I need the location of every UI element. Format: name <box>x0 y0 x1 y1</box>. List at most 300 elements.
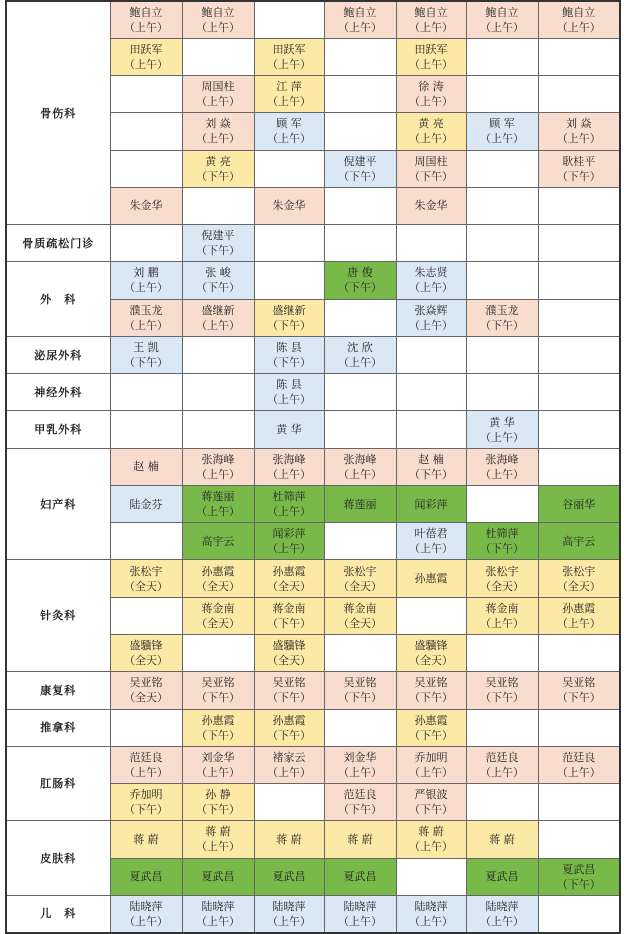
schedule-cell <box>466 113 538 150</box>
session-period: （上午） <box>409 765 453 779</box>
session-period: （上午） <box>196 132 240 146</box>
session-period: （下午） <box>124 803 168 817</box>
schedule-cell <box>538 821 620 858</box>
schedule-cell <box>396 187 466 224</box>
schedule-cell <box>324 187 396 224</box>
doctor-name: 夏武昌 <box>129 870 163 884</box>
schedule-cell <box>182 187 254 224</box>
schedule-cell <box>466 635 538 672</box>
schedule-cell <box>324 895 396 933</box>
doctor-name: 蒋莲丽 <box>201 490 235 504</box>
doctor-name: 盛继新 <box>272 303 306 317</box>
schedule-cell <box>324 150 396 187</box>
schedule-cell <box>182 225 254 262</box>
doctor-name: 蒋 蔚 <box>489 832 515 846</box>
session-period: （上午） <box>196 318 240 332</box>
session-period: （下午） <box>556 169 601 183</box>
schedule-cell <box>466 76 538 113</box>
doctor-name: 唐 俊 <box>347 266 373 280</box>
doctor-name: 张海峰 <box>272 452 306 466</box>
schedule-cell <box>182 299 254 336</box>
schedule-cell <box>466 672 538 709</box>
department-name: 外 科 <box>6 262 110 337</box>
doctor-name: 褚家云 <box>272 750 306 764</box>
schedule-cell <box>538 895 620 933</box>
doctor-name: 蒋莲丽 <box>343 497 377 511</box>
schedule-cell <box>324 858 396 895</box>
doctor-name: 蒋 蔚 <box>133 832 159 846</box>
schedule-cell <box>110 784 182 821</box>
schedule-cell <box>324 113 396 150</box>
schedule-cell <box>110 635 182 672</box>
session-period: （上午） <box>196 20 240 34</box>
session-period: （下午） <box>267 318 311 332</box>
session-period: （上午） <box>196 840 240 854</box>
schedule-cell <box>254 709 324 746</box>
session-period: （上午） <box>409 542 453 556</box>
schedule-cell <box>254 858 324 895</box>
doctor-name: 夏武昌 <box>201 870 235 884</box>
doctor-name: 吴亚铭 <box>414 676 448 690</box>
schedule-cell <box>396 597 466 634</box>
session-period: （上午） <box>556 616 601 630</box>
table-row <box>6 374 620 411</box>
table-row <box>6 895 620 933</box>
doctor-name: 盛驥锋 <box>414 639 448 653</box>
schedule-cell <box>110 76 182 113</box>
schedule-cell <box>324 225 396 262</box>
doctor-name: 陆金芬 <box>129 497 163 511</box>
schedule-cell <box>466 523 538 560</box>
department-name: 妇产科 <box>6 448 110 560</box>
schedule-cell <box>182 262 254 299</box>
doctor-name: 孙惠霞 <box>562 601 596 615</box>
doctor-name: 高宇云 <box>201 534 235 548</box>
doctor-name: 周国柱 <box>201 80 235 94</box>
session-period: （全天） <box>338 579 382 593</box>
schedule-cell <box>182 672 254 709</box>
session-period: （上午） <box>267 467 311 481</box>
session-period: （上午） <box>409 914 453 928</box>
doctor-name: 杜筛萍 <box>485 527 519 541</box>
schedule-cell <box>466 187 538 224</box>
doctor-name: 徐 涛 <box>418 80 444 94</box>
session-period: （上午） <box>196 95 240 109</box>
session-period: （下午） <box>196 281 240 295</box>
schedule-cell <box>110 858 182 895</box>
session-period: （下午） <box>480 691 524 705</box>
schedule-cell <box>466 709 538 746</box>
session-period: （上午） <box>409 318 453 332</box>
doctor-name: 周国柱 <box>414 154 448 168</box>
department-name: 骨质疏松门诊 <box>6 225 110 262</box>
session-period: （下午） <box>409 691 453 705</box>
schedule-cell <box>254 262 324 299</box>
schedule-cell <box>466 821 538 858</box>
doctor-name: 倪建平 <box>201 229 235 243</box>
schedule-cell <box>538 262 620 299</box>
doctor-name: 鲍自立 <box>129 5 163 19</box>
schedule-cell <box>254 895 324 933</box>
doctor-name: 谷丽华 <box>562 497 596 511</box>
department-name: 骨伤科 <box>6 1 110 225</box>
doctor-name: 蒋金南 <box>272 601 306 615</box>
session-period: （上午） <box>556 20 601 34</box>
schedule-cell <box>110 1 182 38</box>
schedule-cell <box>324 411 396 448</box>
schedule-cell <box>182 523 254 560</box>
session-period: （下午） <box>338 691 382 705</box>
schedule-cell <box>254 635 324 672</box>
schedule-cell <box>254 76 324 113</box>
table-row <box>6 560 620 597</box>
doctor-name: 范廷良 <box>343 788 377 802</box>
doctor-name: 黄 华 <box>276 423 302 437</box>
doctor-name: 孙惠霞 <box>414 572 448 586</box>
doctor-name: 朱金华 <box>414 199 448 213</box>
schedule-cell <box>110 187 182 224</box>
session-period: （上午） <box>196 914 240 928</box>
doctor-name: 孙惠霞 <box>272 713 306 727</box>
schedule-cell <box>396 225 466 262</box>
schedule-cell <box>110 821 182 858</box>
doctor-name: 吴亚铭 <box>343 676 377 690</box>
doctor-name: 严银波 <box>414 788 448 802</box>
schedule-cell <box>396 560 466 597</box>
doctor-name: 刘金华 <box>343 750 377 764</box>
schedule-cell <box>254 187 324 224</box>
session-period: （上午） <box>267 505 311 519</box>
schedule-cell <box>324 672 396 709</box>
schedule-cell <box>254 485 324 522</box>
doctor-name: 张松宇 <box>129 564 163 578</box>
schedule-cell <box>182 635 254 672</box>
schedule-cell <box>538 150 620 187</box>
doctor-name: 鲍自立 <box>201 5 235 19</box>
table-row <box>6 448 620 485</box>
schedule-cell <box>110 113 182 150</box>
doctor-name: 高宇云 <box>562 534 596 548</box>
schedule-cell <box>110 746 182 783</box>
session-period: （下午） <box>196 244 240 258</box>
doctor-name: 朱志贤 <box>414 266 448 280</box>
doctor-name: 张松宇 <box>343 564 377 578</box>
schedule-cell <box>538 336 620 373</box>
schedule-cell <box>466 38 538 75</box>
doctor-name: 顾 军 <box>489 117 515 131</box>
schedule-cell <box>466 485 538 522</box>
doctor-name: 范廷良 <box>562 750 596 764</box>
department-name: 甲乳外科 <box>6 411 110 448</box>
schedule-cell <box>466 411 538 448</box>
schedule-table <box>5 0 621 934</box>
schedule-cell <box>466 784 538 821</box>
schedule-cell <box>466 1 538 38</box>
schedule-cell <box>538 448 620 485</box>
schedule-cell <box>182 858 254 895</box>
department-name: 儿 科 <box>6 895 110 933</box>
session-period: （上午） <box>196 467 240 481</box>
doctor-name: 濮玉龙 <box>129 303 163 317</box>
doctor-name: 孙惠霞 <box>414 713 448 727</box>
session-period: （下午） <box>409 467 453 481</box>
schedule-cell <box>538 187 620 224</box>
session-period: （上午） <box>267 132 311 146</box>
schedule-cell <box>182 150 254 187</box>
doctor-name: 盛继新 <box>201 303 235 317</box>
schedule-cell <box>396 858 466 895</box>
doctor-name: 孙惠霞 <box>272 564 306 578</box>
schedule-cell <box>466 858 538 895</box>
schedule-cell <box>396 895 466 933</box>
table-row <box>6 411 620 448</box>
doctor-name: 刘 焱 <box>566 117 592 131</box>
doctor-name: 乔加明 <box>129 788 163 802</box>
doctor-name: 蒋 蔚 <box>276 832 302 846</box>
schedule-cell <box>324 821 396 858</box>
schedule-cell <box>466 225 538 262</box>
schedule-cell <box>254 1 324 38</box>
schedule-cell <box>396 746 466 783</box>
doctor-name: 张松宇 <box>485 564 519 578</box>
session-period: （下午） <box>409 803 453 817</box>
session-period: （上午） <box>480 467 524 481</box>
doctor-name: 张海峰 <box>343 452 377 466</box>
doctor-name: 吴亚铭 <box>485 676 519 690</box>
session-period: （下午） <box>409 169 453 183</box>
schedule-cell <box>466 150 538 187</box>
schedule-cell <box>110 448 182 485</box>
session-period: （全天） <box>124 579 168 593</box>
schedule-cell <box>110 895 182 933</box>
schedule-cell <box>110 336 182 373</box>
schedule-cell <box>396 299 466 336</box>
schedule-cell <box>182 560 254 597</box>
doctor-name: 濮玉龙 <box>485 303 519 317</box>
schedule-cell <box>324 485 396 522</box>
doctor-name: 陈 县 <box>276 378 302 392</box>
doctor-name: 蒋 蔚 <box>418 825 444 839</box>
doctor-name: 朱金华 <box>129 199 163 213</box>
session-period: （下午） <box>338 169 382 183</box>
session-period: （下午） <box>480 542 524 556</box>
schedule-cell <box>324 374 396 411</box>
schedule-cell <box>254 821 324 858</box>
schedule-cell <box>396 374 466 411</box>
doctor-name: 张海峰 <box>485 452 519 466</box>
session-period: （上午） <box>409 281 453 295</box>
schedule-cell <box>538 299 620 336</box>
session-period: （全天） <box>267 579 311 593</box>
schedule-cell <box>110 523 182 560</box>
schedule-cell <box>538 560 620 597</box>
doctor-name: 蒋金南 <box>485 601 519 615</box>
doctor-name: 陆晓萍 <box>414 899 448 913</box>
schedule-cell <box>182 411 254 448</box>
schedule-cell <box>182 709 254 746</box>
schedule-cell <box>396 76 466 113</box>
schedule-cell <box>110 299 182 336</box>
session-period: （全天） <box>556 579 601 593</box>
doctor-name: 张 峻 <box>205 266 231 280</box>
schedule-cell <box>538 1 620 38</box>
doctor-name: 鲍自立 <box>343 5 377 19</box>
schedule-cell <box>324 523 396 560</box>
schedule-cell <box>396 523 466 560</box>
schedule-cell <box>538 76 620 113</box>
doctor-name: 闻彩萍 <box>272 527 306 541</box>
doctor-name: 蒋 蔚 <box>347 832 373 846</box>
session-period: （全天） <box>338 616 382 630</box>
schedule-cell <box>324 1 396 38</box>
session-period: （下午） <box>556 691 601 705</box>
schedule-cell <box>182 821 254 858</box>
schedule-cell <box>324 38 396 75</box>
doctor-name: 范廷良 <box>485 750 519 764</box>
session-period: （全天） <box>409 654 453 668</box>
schedule-cell <box>324 560 396 597</box>
session-period: （上午） <box>338 914 382 928</box>
schedule-cell <box>254 597 324 634</box>
doctor-name: 蒋金南 <box>201 601 235 615</box>
doctor-name: 夏武昌 <box>562 862 596 876</box>
doctor-name: 鲍自立 <box>562 5 596 19</box>
schedule-cell <box>254 150 324 187</box>
session-period: （上午） <box>338 765 382 779</box>
session-period: （下午） <box>196 803 240 817</box>
session-period: （上午） <box>196 765 240 779</box>
schedule-cell <box>110 262 182 299</box>
schedule-cell <box>110 38 182 75</box>
doctor-name: 黄 亮 <box>205 154 231 168</box>
table-row <box>6 746 620 783</box>
schedule-cell <box>254 523 324 560</box>
schedule-cell <box>396 38 466 75</box>
schedule-cell <box>466 746 538 783</box>
session-period: （上午） <box>124 57 168 71</box>
session-period: （下午） <box>267 728 311 742</box>
doctor-name: 张焱辉 <box>414 303 448 317</box>
doctor-name: 盛驥锋 <box>129 639 163 653</box>
department-name: 推拿科 <box>6 709 110 746</box>
table-row <box>6 821 620 858</box>
session-period: （上午） <box>267 914 311 928</box>
schedule-cell <box>466 299 538 336</box>
schedule-cell <box>254 746 324 783</box>
session-period: （上午） <box>267 542 311 556</box>
session-period: （上午） <box>480 20 524 34</box>
doctor-name: 吴亚铭 <box>272 676 306 690</box>
doctor-name: 蒋 蔚 <box>205 825 231 839</box>
session-period: （下午） <box>124 356 168 370</box>
schedule-cell <box>396 709 466 746</box>
schedule-cell <box>538 374 620 411</box>
table-row <box>6 225 620 262</box>
schedule-cell <box>110 560 182 597</box>
schedule-cell <box>396 1 466 38</box>
session-period: （上午） <box>409 57 453 71</box>
schedule-cell <box>110 374 182 411</box>
session-period: （上午） <box>480 765 524 779</box>
doctor-name: 蒋金南 <box>343 601 377 615</box>
schedule-cell <box>396 485 466 522</box>
session-period: （全天） <box>480 579 524 593</box>
doctor-name: 陆晓萍 <box>129 899 163 913</box>
schedule-cell <box>254 374 324 411</box>
schedule-cell <box>254 448 324 485</box>
schedule-cell <box>182 448 254 485</box>
doctor-name: 鲍自立 <box>485 5 519 19</box>
schedule-cell <box>466 336 538 373</box>
session-period: （全天） <box>124 654 168 668</box>
session-period: （上午） <box>480 132 524 146</box>
schedule-cell <box>182 76 254 113</box>
doctor-name: 田跃军 <box>414 42 448 56</box>
doctor-name: 陆晓萍 <box>272 899 306 913</box>
schedule-cell <box>182 336 254 373</box>
doctor-name: 夏武昌 <box>343 870 377 884</box>
session-period: （上午） <box>267 765 311 779</box>
schedule-cell <box>466 597 538 634</box>
schedule-cell <box>396 672 466 709</box>
schedule-cell <box>110 672 182 709</box>
department-name: 皮肤科 <box>6 821 110 896</box>
schedule-cell <box>324 448 396 485</box>
schedule-cell <box>110 411 182 448</box>
doctor-name: 盛驥锋 <box>272 639 306 653</box>
schedule-cell <box>182 113 254 150</box>
schedule-cell <box>538 746 620 783</box>
schedule-cell <box>324 336 396 373</box>
schedule-cell <box>254 560 324 597</box>
schedule-cell <box>324 262 396 299</box>
doctor-name: 赵 楠 <box>418 452 444 466</box>
schedule-cell <box>110 485 182 522</box>
session-period: （下午） <box>267 616 311 630</box>
schedule-cell <box>254 672 324 709</box>
doctor-name: 鲍自立 <box>414 5 448 19</box>
session-period: （下午） <box>338 803 382 817</box>
schedule-cell <box>538 709 620 746</box>
session-period: （上午） <box>480 616 524 630</box>
doctor-name: 孙惠霞 <box>201 713 235 727</box>
doctor-name: 刘 焱 <box>205 117 231 131</box>
schedule-cell <box>182 1 254 38</box>
session-period: （全天） <box>267 654 311 668</box>
schedule-cell <box>254 113 324 150</box>
schedule-cell <box>396 262 466 299</box>
schedule-cell <box>324 784 396 821</box>
doctor-name: 孙惠霞 <box>201 564 235 578</box>
schedule-cell <box>466 895 538 933</box>
department-name: 神经外科 <box>6 374 110 411</box>
doctor-name: 田跃军 <box>272 42 306 56</box>
session-period: （上午） <box>267 57 311 71</box>
table-row <box>6 709 620 746</box>
session-period: （上午） <box>267 95 311 109</box>
session-period: （上午） <box>124 914 168 928</box>
department-name: 康复科 <box>6 672 110 709</box>
schedule-cell <box>396 635 466 672</box>
session-period: （下午） <box>196 169 240 183</box>
doctor-name: 夏武昌 <box>485 870 519 884</box>
doctor-name: 江 萍 <box>276 80 302 94</box>
schedule-cell <box>466 448 538 485</box>
doctor-name: 闻彩萍 <box>414 497 448 511</box>
schedule-cell <box>538 411 620 448</box>
doctor-name: 沈 欣 <box>347 341 373 355</box>
table-row <box>6 336 620 373</box>
